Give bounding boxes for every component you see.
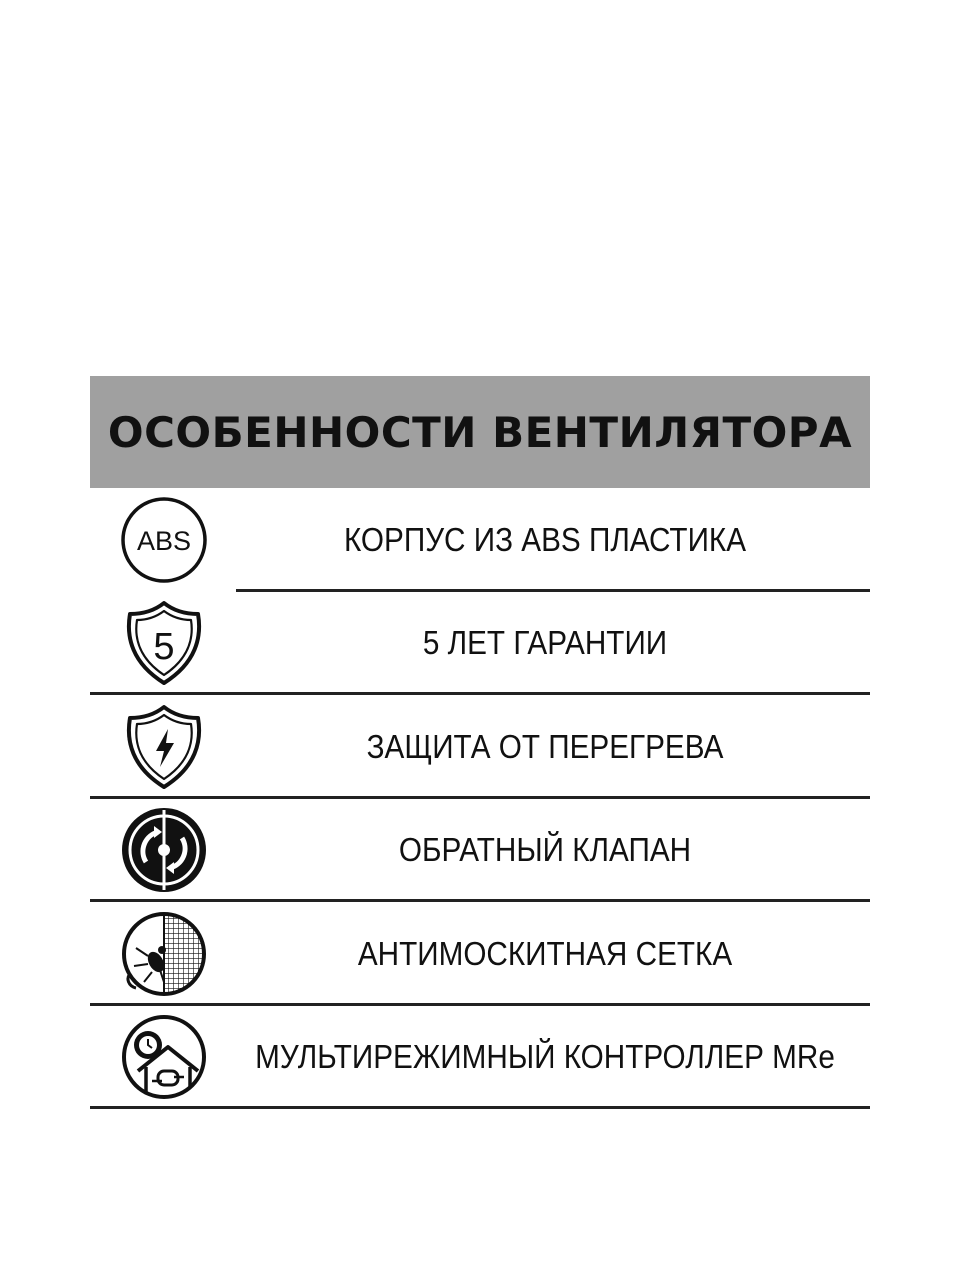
feature-label: ЗАЩИТА ОТ ПЕРЕГРЕВА [366,727,724,765]
feature-row [90,1006,870,1110]
svg-text:ABS: ABS [136,525,192,556]
feature-row [90,799,870,903]
shield-lightning-icon [118,701,210,793]
controller-house-icon [118,1011,210,1103]
header-banner [90,376,870,488]
page-title: ОСОБЕННОСТИ ВЕНТИЛЯТОРА [107,407,853,457]
feature-row [90,488,870,592]
feature-label: КОРПУС ИЗ ABS ПЛАСТИКА [343,520,747,558]
check-valve-icon [118,804,210,896]
feature-label: 5 ЛЕТ ГАРАНТИИ [422,624,668,662]
mosquito-net-icon [118,908,210,1000]
feature-label: МУЛЬТИРЕЖИМНЫЙ КОНТРОЛЛЕР MRe [255,1038,835,1076]
divider [90,1106,870,1109]
feature-row [90,592,870,696]
feature-row [90,902,870,1006]
abs-icon [118,494,210,586]
svg-text:5: 5 [153,626,175,669]
feature-label: АНТИМОСКИТНАЯ СЕТКА [357,934,733,972]
feature-row [90,695,870,799]
shield-5-icon [118,597,210,689]
feature-label: ОБРАТНЫЙ КЛАПАН [398,831,692,869]
features-list [90,488,870,1109]
